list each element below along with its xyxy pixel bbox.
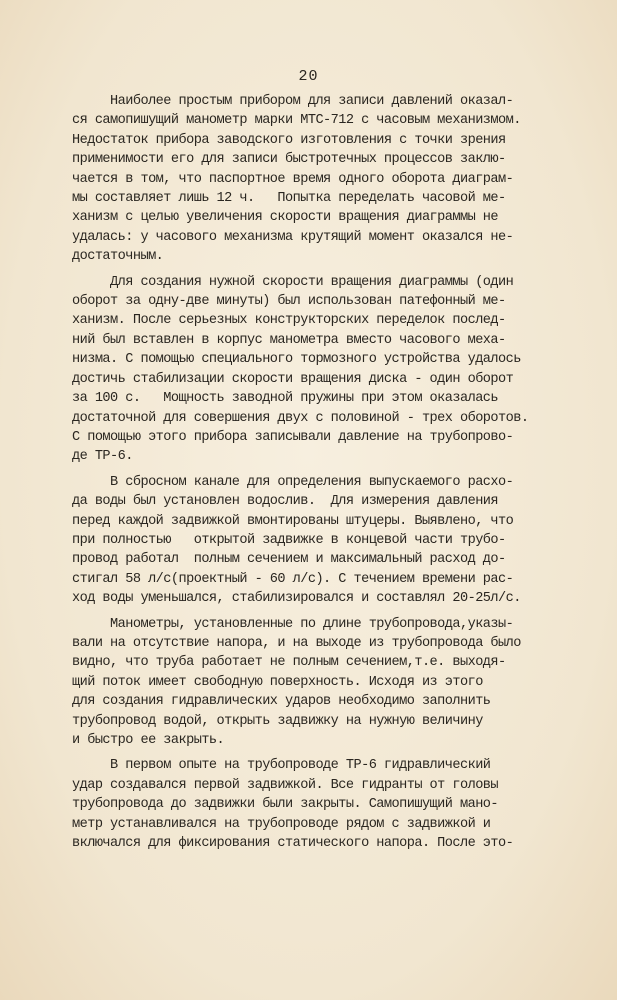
text-line: удар создавался первой задвижкой. Все гидранты от головы: [72, 777, 499, 793]
text-line: низма. С помощью специального тормозного устройства удалось: [72, 352, 521, 368]
text-line: при полностью открытой задвижке в концевой части трубо-: [72, 532, 506, 548]
text-line: де ТР-6.: [72, 449, 133, 465]
text-line: ся самопишущий манометр марки МТС-712 с часовым механизмом.: [72, 113, 521, 129]
text-line: для создания гидравлических ударов необходимо заполнить: [72, 694, 491, 710]
text-line: видно, что труба работает не полным сечением,т.е. выходя-: [72, 655, 506, 671]
page-number: 20: [298, 68, 319, 85]
text-line: да воды был установлен водослив. Для измерения давления: [72, 494, 499, 510]
text-line: щий поток имеет свободную поверхность. Исходя из этого: [72, 674, 483, 690]
text-line: В первом опыте на трубопроводе ТР-6 гидравлический: [72, 758, 491, 774]
text-line: перед каждой задвижкой вмонтированы штуцеры. Выявлено, что: [72, 513, 514, 529]
text-line: метр устанавливался на трубопроводе рядом с задвижкой и: [72, 816, 491, 832]
text-line: вали на отсутствие напора, и на выходе из трубопровода было: [72, 635, 521, 651]
text-line: провод работал полным сечением и максимальный расход до-: [72, 552, 506, 568]
text-line: за 100 с. Мощность заводной пружины при этом оказалась: [72, 391, 499, 407]
text-line: и быстро ее закрыть.: [72, 733, 225, 748]
text-line: Наиболее простым прибором для записи давлений оказал-: [72, 94, 514, 109]
text-line: стигал 58 л/с(проектный - 60 л/с). С течением времени рас-: [72, 571, 514, 587]
text-line: применимости его для записи быстротечных процессов заклю-: [72, 152, 506, 168]
paragraph-4: [72, 615, 577, 751]
text-line: удалась: у часового механизма крутящий момент оказался не-: [72, 229, 514, 245]
text-line: трубопровода до задвижки были закрыты. Самопишущий мано-: [72, 797, 499, 813]
paragraph-1: [72, 92, 577, 267]
text-line: достаточной для совершения двух с половиной - трех оборотов.: [72, 410, 529, 426]
paragraph-2: [72, 273, 577, 467]
text-line: С помощью этого прибора записывали давление на трубопрово-: [72, 429, 514, 445]
text-line: чается в том, что паспортное время одного оборота диаграм-: [72, 171, 514, 187]
text-line: трубопровод водой, открыть задвижку на нужную величину: [72, 713, 483, 729]
text-line: мы составляет лишь 12 ч. Попытка переделать часовой ме-: [72, 191, 506, 207]
text-line: В сбросном канале для определения выпускаемого расхо-: [72, 474, 514, 490]
text-line: Недостаток прибора заводского изготовления с точки зрения: [72, 132, 506, 148]
paragraph-3: [72, 473, 577, 609]
text-line: Для создания нужной скорости вращения диаграммы (один: [72, 274, 514, 290]
text-line: достичь стабилизации скорости вращения диска - один оборот: [72, 371, 514, 387]
text-line: ханизм. После серьезных конструкторских переделок послед-: [72, 313, 506, 329]
text-line: оборот за одну-две минуты) был использован патефонный ме-: [72, 294, 506, 310]
body-text: [72, 92, 577, 853]
text-line: включался для фиксирования статического напора. После это-: [72, 836, 514, 852]
text-line: ханизм с целью увеличения скорости вращения диаграммы не: [72, 210, 499, 226]
text-line: Манометры, установленные по длине трубопровода,указы-: [72, 616, 514, 632]
text-line: достаточным.: [72, 249, 164, 265]
text-line: ний был вставлен в корпус манометра вместо часового меха-: [72, 332, 506, 348]
text-line: ход воды уменьшался, стабилизировался и составлял 20-25л/с.: [72, 591, 521, 607]
paragraph-5: [72, 756, 577, 853]
